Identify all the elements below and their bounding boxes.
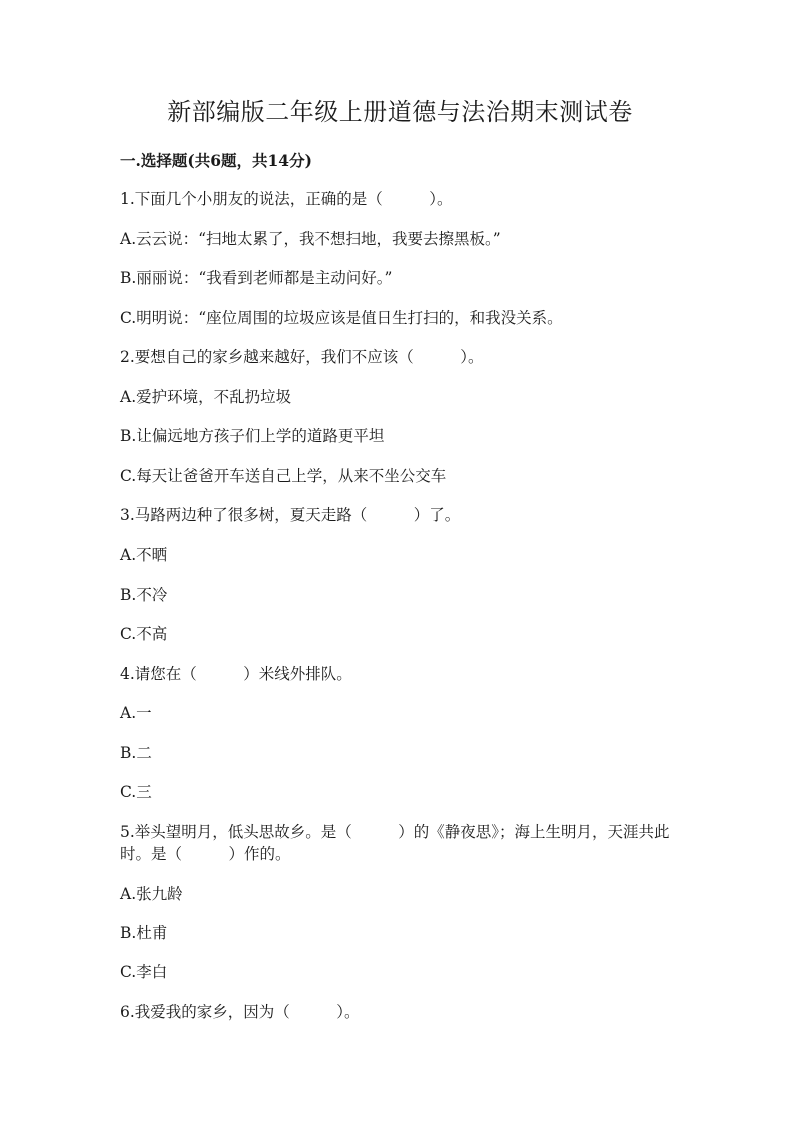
question-2-option-b: B.让偏远地方孩子们上学的道路更平坦 xyxy=(120,427,385,445)
question-3-option-a: A.不晒 xyxy=(120,546,168,564)
section-heading: 一.选择题(共6题，共14分) xyxy=(120,151,312,170)
question-stem-1: 1.下面几个小朋友的说法，正确的是（ ）。 xyxy=(120,190,453,208)
question-5-option-a: A.张九龄 xyxy=(120,885,183,903)
question-1-option-b: B.丽丽说：“我看到老师都是主动问好。” xyxy=(120,269,393,287)
question-stem-5: 5.举头望明月，低头思故乡。是（ ）的《静夜思》；海上生明月，天涯共此时。是（ ）作的。 xyxy=(120,823,670,863)
question-4-option-c: C.三 xyxy=(120,783,152,801)
question-2-option-c: C.每天让爸爸开车送自己上学，从来不坐公交车 xyxy=(120,467,447,485)
question-5-option-b: B.杜甫 xyxy=(120,924,168,942)
question-5-option-c: C.李白 xyxy=(120,963,168,981)
question-stem-4: 4.请您在（ ）米线外排队。 xyxy=(120,665,352,683)
question-3-option-c: C.不高 xyxy=(120,625,168,643)
question-stem-2: 2.要想自己的家乡越来越好，我们不应该（ ）。 xyxy=(120,348,484,366)
question-2-option-a: A.爱护环境，不乱扔垃圾 xyxy=(120,388,292,406)
question-stem-3: 3.马路两边种了很多树，夏天走路（ ）了。 xyxy=(120,506,461,524)
question-4-option-a: A.一 xyxy=(120,704,152,722)
question-stem-6: 6.我爱我的家乡，因为（ ）。 xyxy=(120,1003,360,1021)
question-1-option-c: C.明明说：“座位周围的垃圾应该是值日生打扫的，和我没关系。 xyxy=(120,309,563,327)
question-4-option-b: B.二 xyxy=(120,744,152,762)
question-1-option-a: A.云云说：“扫地太累了，我不想扫地，我要去擦黑板。” xyxy=(120,230,501,248)
page-title: 新部编版二年级上册道德与法治期末测试卷 xyxy=(167,98,633,126)
question-3-option-b: B.不冷 xyxy=(120,586,168,604)
